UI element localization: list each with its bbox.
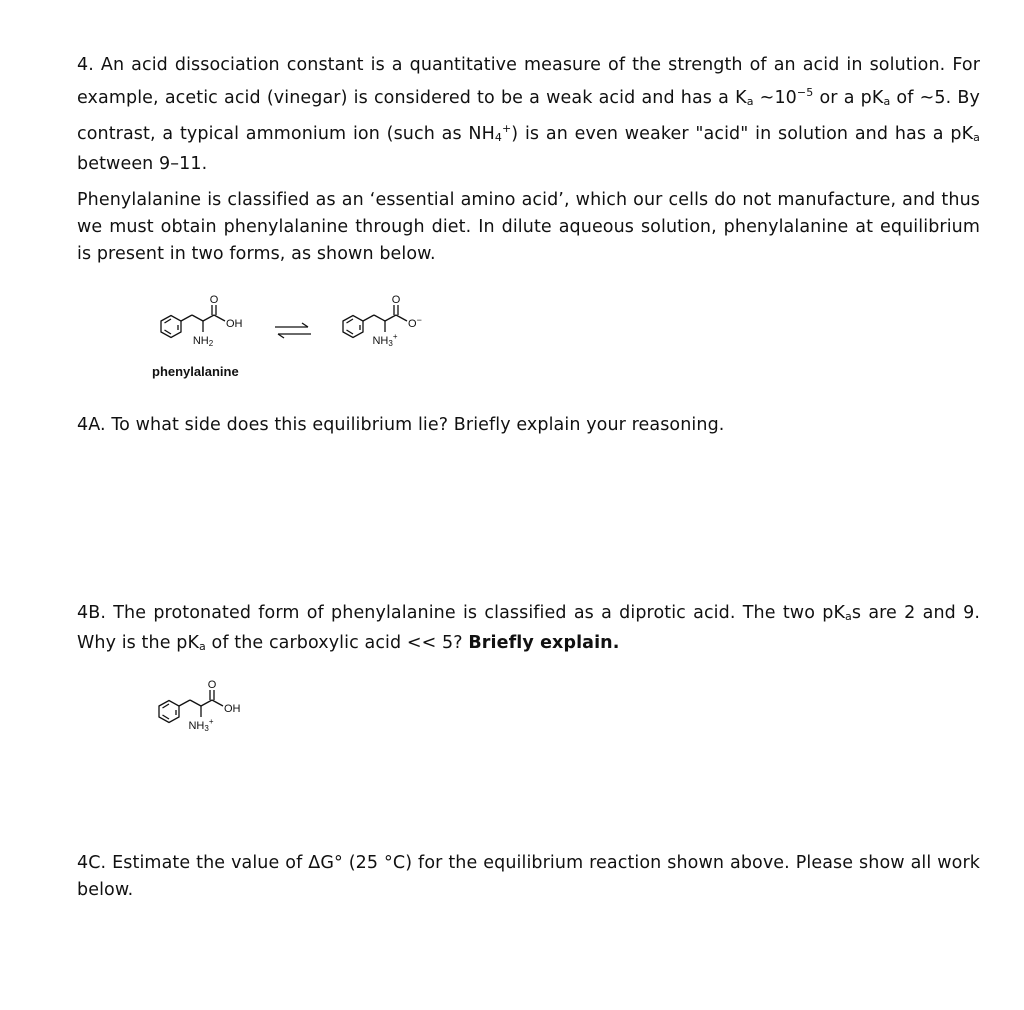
phenylalanine-caption: phenylalanine — [152, 364, 239, 379]
question-4c: 4C. Estimate the value of ΔG° (25 °C) for the equilibrium reaction shown above. Please show all work below. — [77, 853, 980, 900]
carbonyl-oxygen-label: O — [391, 294, 401, 306]
phenylalanine-zwitterion-structure — [327, 288, 437, 358]
equilibrium-arrows — [272, 321, 314, 341]
phenylalanine-paragraph: Phenylalanine is classified as an ‘essential amino acid’, which our cells do not manufacture, and thus we must obtain phenylalanine through diet. In dilute aqueous solution, phenylalanine at equilibrium is present in two forms, as shown below. — [77, 190, 980, 264]
question-4b: 4B. The protonated form of phenylalanine is classified as a diprotic acid. The two pKas are 2 and 9. Why is the pKa of the carboxylic acid << 5? Briefly explain. — [77, 603, 980, 653]
question-4-intro: 4. An acid dissociation constant is a quantitative measure of the strength of an acid in solution. For example, acetic acid (vinegar) is considered to be a weak acid and has a Ka $\sim 10^{-5}$ or a pKa of ~5. By contrast, a typical ammonium ion (such as NH4+) is an even weaker "acid" in solution and has a pKa between 9–11. — [77, 55, 980, 174]
ammonium-label: NH3+ — [372, 332, 398, 348]
carboxylate-label: O− — [408, 315, 422, 330]
bold-instruction: Briefly explain. — [468, 633, 620, 653]
question-4a: 4A. To what side does this equilibrium lie? Briefly explain your reasoning. — [77, 415, 725, 435]
phenylalanine-neutral-structure — [145, 288, 255, 358]
carbonyl-oxygen-label: O — [207, 679, 217, 691]
carbonyl-oxygen-label: O — [209, 294, 219, 306]
phenylalanine-protonated-structure — [143, 673, 253, 743]
ammonium-label: NH3+ — [188, 717, 214, 733]
hydroxyl-label: OH — [226, 318, 243, 330]
hydroxyl-label: OH — [224, 703, 241, 715]
amine-label: NH2 — [192, 335, 214, 348]
